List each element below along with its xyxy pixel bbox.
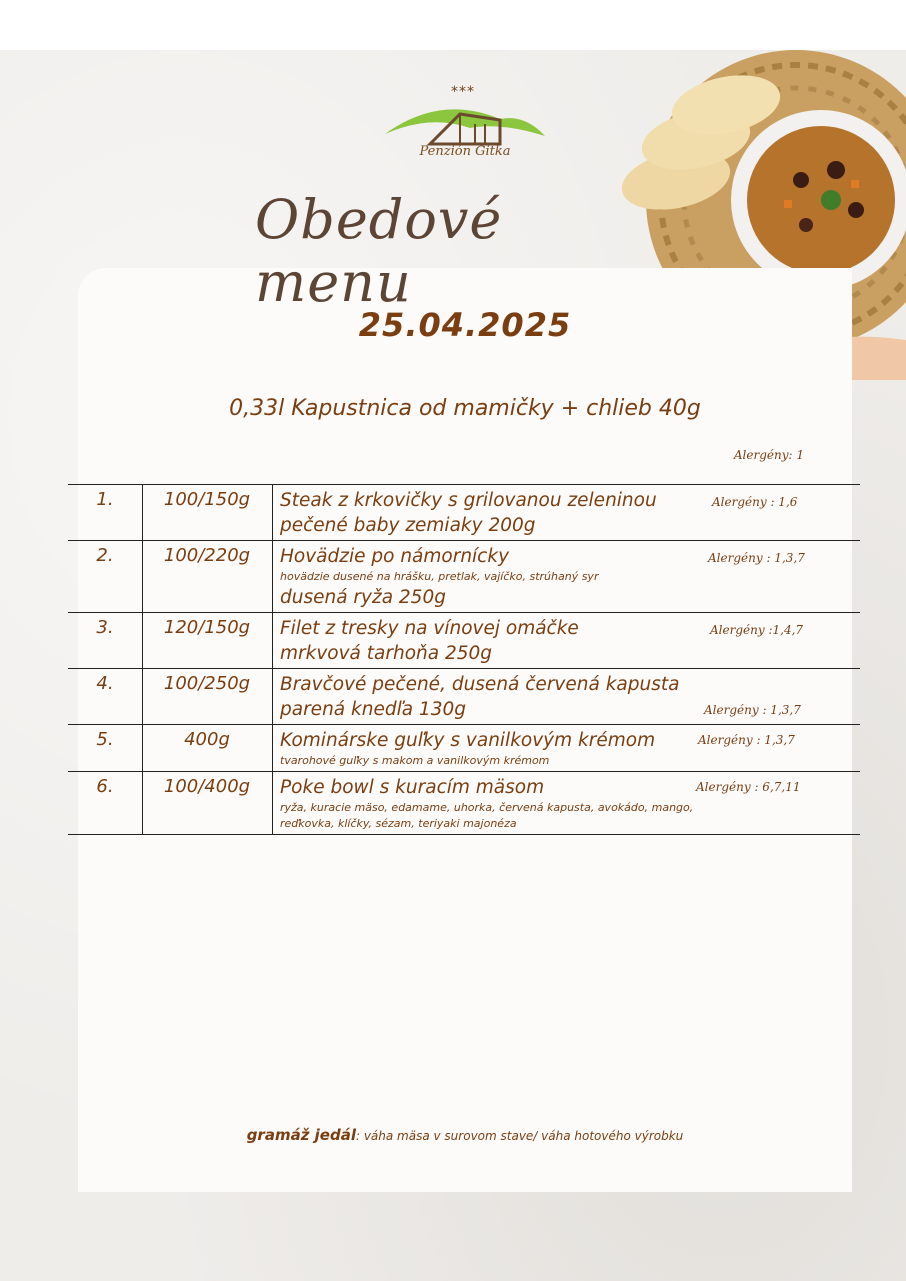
menu-row [68, 669, 860, 725]
menu-dish [280, 725, 860, 771]
dish-allergens: Alergény : 1,3,7 [704, 703, 801, 717]
soup-allergens: Alergény: 1 [733, 448, 804, 462]
menu-dish [280, 613, 860, 668]
dish-side: parená knedľa 130g [280, 699, 466, 720]
footer-label: gramáž jedál [246, 1126, 356, 1144]
menu-number: 6. [68, 772, 143, 834]
menu-number: 5. [68, 725, 143, 771]
menu-row [68, 541, 860, 613]
menu-weight: 100/400g [142, 772, 273, 834]
menu-weight: 400g [142, 725, 273, 771]
menu-weight: 100/150g [142, 485, 273, 540]
menu-number: 1. [68, 485, 143, 540]
dish-allergens: Alergény : 1,6 [712, 495, 798, 509]
page-title: Obedové menu [255, 188, 503, 314]
menu-row [68, 613, 860, 669]
dish-name: Filet z tresky na vínovej omáčke [280, 618, 579, 639]
dish-description: hovädzie dusené na hrášku, pretlak, vajíčko, strúhaný syr [280, 570, 599, 583]
dish-name: Bravčové pečené, dusená červená kapusta [280, 674, 680, 695]
menu-row [68, 485, 860, 541]
menu-dish [280, 485, 860, 540]
dish-side: pečené baby zemiaky 200g [280, 515, 536, 536]
menu-number: 2. [68, 541, 143, 612]
dish-allergens: Alergény : 1,3,7 [698, 733, 795, 747]
dish-description: tvarohové guľky s makom a vanilkovým krémom [280, 754, 550, 767]
menu-weight: 100/250g [142, 669, 273, 724]
dish-allergens: Alergény :1,4,7 [710, 623, 804, 637]
dish-side: mrkvová tarhoňa 250g [280, 643, 493, 664]
menu-number: 4. [68, 669, 143, 724]
footer-note [78, 1126, 852, 1144]
dish-allergens: Alergény : 1,3,7 [708, 551, 805, 565]
dish-description: reďkovka, klíčky, sézam, teriyaki majonéza [280, 817, 517, 830]
menu-weight: 100/220g [142, 541, 273, 612]
dish-name: Poke bowl s kuracím mäsom [280, 777, 545, 798]
menu-dish [280, 772, 860, 834]
menu-date: 25.04.2025 [358, 306, 572, 344]
soup-item: 0,33l Kapustnica od mamičky + chlieb 40g [229, 396, 701, 421]
menu-dish [280, 541, 860, 612]
menu-number: 3. [68, 613, 143, 668]
logo-stars: *** [451, 84, 475, 100]
dish-name: Kominárske guľky s vanilkovým krémom [280, 730, 656, 751]
dish-name: Hovädzie po námornícky [280, 546, 510, 567]
menu-table [68, 484, 860, 835]
menu-row [68, 772, 860, 835]
logo-text: Penzión Gitka [419, 144, 511, 159]
dish-description: ryža, kuracie mäso, edamame, uhorka, červená kapusta, avokádo, mango, [280, 801, 694, 814]
menu-weight: 120/150g [142, 613, 273, 668]
menu-row [68, 725, 860, 772]
dish-allergens: Alergény : 6,7,11 [696, 780, 801, 794]
dish-name: Steak z krkovičky s grilovanou zeleninou [280, 490, 657, 511]
dish-side: dusená ryža 250g [280, 587, 446, 608]
menu-dish [280, 669, 860, 724]
footer-text: : váha mäsa v surovom stave/ váha hotového výrobku [355, 1129, 684, 1143]
